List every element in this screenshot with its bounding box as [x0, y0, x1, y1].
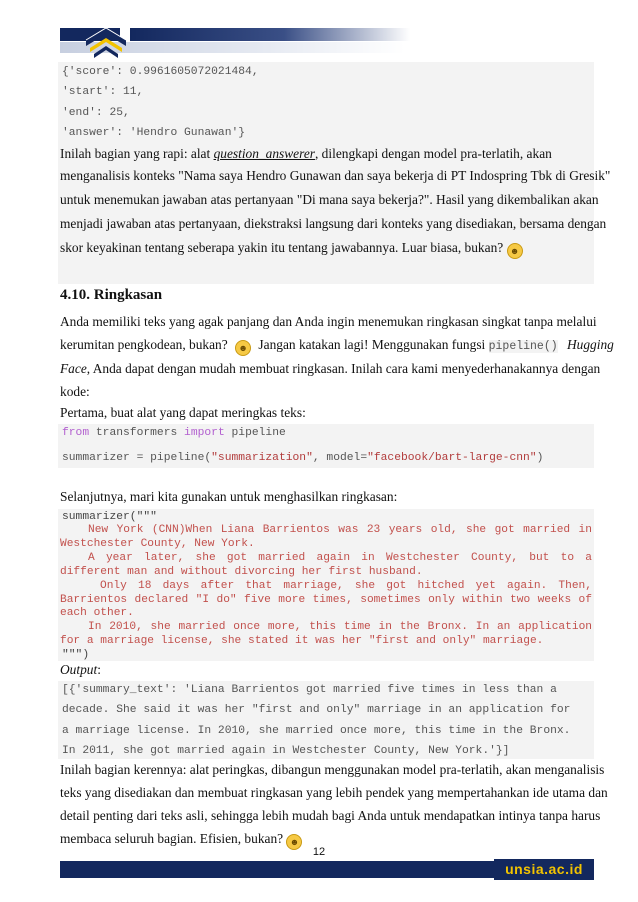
paragraph-line: Inilah bagian kerennya: alat peringkas, dibangun menggunakan model pra-terlatih, akan menganalisis [60, 762, 605, 777]
paragraph-line: kode: [60, 384, 90, 399]
smiling-face-icon: ☻ [507, 243, 523, 259]
footer-website: unsia.ac.id [494, 859, 594, 880]
page-number: 12 [312, 846, 326, 858]
summarizer-input-paragraph-4: In 2010, she married once more, this time in the Bronx. In an application for a marriage license, she stated it was her "first and only" marriage. [60, 621, 592, 647]
unsia-shield-logo [82, 22, 130, 64]
paragraph-line: skor keyakinan tentang seberapa yakin itu tentang jawabannya. Luar biasa, bukan? [60, 240, 504, 255]
code-summarizer-close: """) [62, 649, 90, 661]
header-stripe-right [130, 28, 410, 41]
paragraph-line: Pertama, buat alat yang dapat meringkas teks: [60, 405, 306, 420]
output-label: Output: [60, 662, 101, 677]
code-line: {'score': 0.9961605072021484, [62, 66, 259, 78]
paragraph-line: detail penting dari teks asli, sehingga lebih mudah bagi Anda untuk mendapatkan intinya tanpa harus [60, 808, 601, 823]
code-line: 'answer': 'Hendro Gunawan'} [62, 127, 246, 139]
output-line: decade. She said it was her "first and only" marriage in an application for [62, 704, 571, 716]
code-line: 'end': 25, [62, 107, 130, 119]
summarizer-input-paragraph-1: New York (CNN)When Liana Barrientos was 23 years old, she got married in Westchester County, New York. [60, 524, 592, 550]
code-line: 'start': 11, [62, 86, 144, 98]
paragraph-line: menganalisis konteks "Nama saya Hendro Gunawan dan saya bekerja di PT Indospring Tbk di Gresik" [60, 168, 611, 183]
paragraph-intro-summary: Anda memiliki teks yang agak panjang dan Anda ingin menemukan ringkasan singkat tanpa melalui kerumitan pengkodean, bukan? ☻ Jangan katakan lagi! Menggunakan fungsi pipeline() Hugging Face, Anda dapat dengan mudah membuat ringkasan. Inilah cara kami menyederhanakannya dengan kode: Pertama, buat alat yang dapat meringkas teks: [60, 314, 614, 420]
output-line: [{'summary_text': 'Liana Barrientos got married five times in less than a [62, 684, 557, 696]
paragraph-answer-explanation: Inilah bagian yang rapi: alat question_answerer, dilengkapi dengan model pra-terlatih, akan menganalisis konteks "Nama saya Hendro Gunawan dan saya bekerja di PT Indospring Tbk di Gresik" untuk menemukan jawaban atas pertanyaan "Di mana saya bekerja?". Hasil yang dikembalikan akan menjadi jawaban atas pertanyaan, diekstraksi langsung dari konteks yang disediakan, bersama dengan skor keyakinan tentang seberapa yakin itu tentang jawabannya. Luar biasa, bukan? ☻ [60, 146, 594, 256]
summarizer-input-paragraph-2: A year later, she got married again in Westchester County, but to a different man and without divorcing her first husband. [60, 552, 592, 578]
summarizer-input-paragraph-3: Only 18 days after that marriage, she got hitched yet again. Then, Barrientos declared "I do" five more times, sometimes only within two weeks of each other. [60, 580, 592, 620]
code-block-output [62, 684, 592, 764]
section-heading: 4.10. Ringkasan [60, 287, 163, 303]
output-line: a marriage license. In 2010, she married once more, this time in the Bronx. [62, 725, 571, 737]
paragraph-line: teks yang disediakan dan membuat ringkasan yang lebih pendek yang mempertahankan ide utama dan [60, 785, 608, 800]
code-block-import: from transformers import pipeline summarizer = pipeline("summarization", model="facebook/bart-large-cnn") [62, 427, 544, 464]
paragraph-line: untuk menemukan jawaban atas pertanyaan "Di mana saya bekerja?". Hasil yang dikembalikan akan [60, 192, 599, 207]
paragraph-line: Anda memiliki teks yang agak panjang dan Anda ingin menemukan ringkasan singkat tanpa melalui [60, 314, 597, 329]
code-block-answer [62, 66, 582, 146]
paragraph-summary-explanation [60, 762, 608, 852]
paragraph-next-step: Selanjutnya, mari kita gunakan untuk menghasilkan ringkasan: [60, 489, 398, 504]
paragraph-line: menjadi jawaban atas pertanyaan, diekstraksi langsung dari konteks yang disediakan, bersama dengan [60, 216, 607, 231]
cool-face-icon: ☻ [286, 834, 302, 850]
code-summarizer-open: summarizer(""" [62, 511, 157, 523]
shushing-face-icon: ☻ [235, 340, 251, 356]
output-line: In 2011, she got married again in Westchester County, New York.'}] [62, 745, 510, 757]
paragraph-line: membaca seluruh bagian. Efisien, bukan? [60, 831, 284, 846]
